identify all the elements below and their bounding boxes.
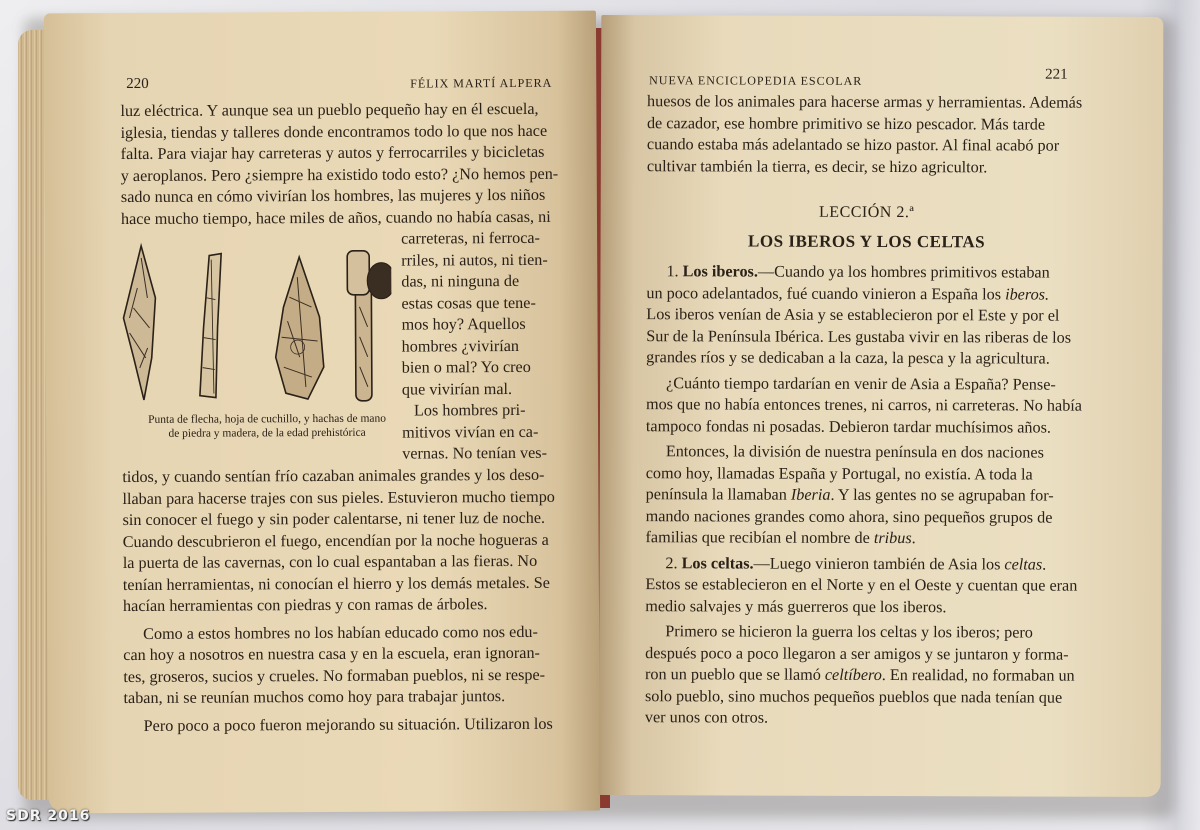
text-line: de cazador, ese hombre primitivo se hizo pescador. Más tarde <box>646 113 1046 134</box>
italic-term: tribus <box>873 528 912 548</box>
text-line <box>646 283 1086 306</box>
text-line: Estos se establecieron en el Norte y en el Oeste y cuentan que eran <box>645 575 1078 595</box>
text-line: Cuando descubrieron el fuego, encendían por la noche hogueras a <box>122 530 549 551</box>
wooden-axe-icon <box>347 251 392 401</box>
left-text-bottom <box>122 465 563 737</box>
text-line: sin conocer el fuego y sin poder calentarse, ni tener luz de noche. <box>122 508 546 530</box>
section-celtas-line <box>645 553 1085 576</box>
text-span: un poco adelantados, fué cuando vinieron a España los <box>646 283 1002 303</box>
text-line: Primero se hicieron la guerra los celtas y los iberos; pero <box>665 622 1033 642</box>
text-line: tes, groseros, sucios y crueles. No formaban pueblos, ni se respe- <box>123 665 546 686</box>
text-line: solo pueblo, sino muchos pequeños pueblos que nada tenían que <box>644 686 1063 707</box>
text-line: taban, ni se reunían muchos como hoy para trabajar juntos. <box>123 687 506 708</box>
text-span: península la llamaban <box>645 485 787 504</box>
italic-term: iberos. <box>1005 284 1050 304</box>
caption-line: de piedra y madera, de la edad prehistórica <box>168 426 366 440</box>
section-number: 1. <box>666 262 679 281</box>
text-line <box>645 664 1085 687</box>
italic-term: celtas <box>1004 554 1043 574</box>
text-line: estas cosas que tene- <box>401 293 536 313</box>
text-line: mos hoy? Aquellos <box>401 314 526 334</box>
text-span: —Luego vinieron también de Asia los <box>753 554 1001 573</box>
text-line: medio salvajes y más guerreros que los iberos. <box>645 596 947 616</box>
text-line: llaban para hacerse trajes con sus pieles. Estuvieron mucho tiempo <box>122 487 555 508</box>
text-line: Los iberos venían de Asia y se establecieron por el Este y por el <box>646 305 1060 325</box>
text-line: luz eléctrica. Y aunque sea un pueblo pequeño hay en él escuela, <box>120 99 539 121</box>
watermark-text: SDR 2016 <box>6 808 91 824</box>
right-running-head: NUEVA ENCICLOPEDIA ESCOLAR <box>649 73 863 88</box>
italic-term: Iberia <box>790 485 831 504</box>
section-heading: Los iberos. <box>682 262 758 281</box>
text-line: can hoy a nosotros en nuestra casa y en la escuela, eran ignoran- <box>123 643 540 665</box>
text-line: sado nunca en cómo vivirían los hombres, las mujeres y los niños <box>120 185 546 207</box>
text-span: ron un pueblo que se llamó <box>645 665 821 684</box>
text-span: . <box>1042 555 1047 574</box>
text-line: tampoco fondas ni posadas. Debieron tardar muchísimos años. <box>645 416 1052 437</box>
text-line: carreteras, ni ferroca- <box>401 228 540 248</box>
left-page-number: 220 <box>126 75 149 93</box>
text-line: y aeroplanos. Pero ¿siempre ha existido todo esto? ¿No hemos pen- <box>120 164 559 185</box>
prehistoric-tools-illustration <box>111 237 392 416</box>
text-line: hace mucho tiempo, hace miles de años, cuando no había casas, ni <box>120 207 551 228</box>
left-page <box>44 11 600 814</box>
text-line: grandes ríos y se dedicaban a la caza, la pesca y la agricultura. <box>646 348 1050 368</box>
italic-term: celtíbero <box>824 665 882 685</box>
text-line: que vivirían mal. <box>401 379 513 399</box>
lesson-title: LOS IBEROS Y LOS CELTAS <box>748 231 986 252</box>
text-span: . En realidad, no formaban un <box>881 666 1075 685</box>
text-line: ver unos con otros. <box>644 708 769 727</box>
text-line: mos que no había entonces trenes, ni carros, ni carreteras. No había <box>645 395 1083 415</box>
text-line: cuando estaba más adelantado se hizo pastor. Al final acabó por <box>646 135 1060 155</box>
caption-line: Punta de flecha, hoja de cuchillo, y hachas de mano <box>148 412 387 426</box>
text-span: . Y las gentes no se agrupaban for- <box>830 485 1054 505</box>
arrowhead-icon <box>123 246 156 400</box>
text-span: familias que recibían el nombre de <box>645 528 870 547</box>
text-line: ¿Cuánto tiempo tardarían en venir de Asia a España? Pense- <box>666 373 1056 394</box>
text-line: Como a estos hombres no los habían educado como nos edu- <box>143 622 538 643</box>
text-line: hacían herramientas con piedras y con ramas de árboles. <box>122 595 488 616</box>
text-line: tenían herramientas, ni conocían el hierro y los demás metales. Se <box>122 573 550 594</box>
text-line <box>646 527 1086 550</box>
text-line <box>646 484 1086 507</box>
section-iberos-line <box>646 261 1086 284</box>
text-line: Entonces, la división de nuestra península en dos naciones <box>665 442 1044 462</box>
text-line: tidos, y cuando sentían frío cazaban animales grandes y los deso- <box>122 465 545 487</box>
section-heading: Los celtas. <box>681 553 754 573</box>
text-line: Pero poco a poco fueron mejorando su situación. Utilizaron los <box>143 714 553 735</box>
text-line: la puerta de las cavernas, con lo cual espantaban a las fieras. No <box>122 551 538 573</box>
text-line: cultivar también la tierra, es decir, se hizo agricultor. <box>646 156 988 176</box>
text-line: iglesia, tiendas y talleres donde encontramos todo lo que nos hace <box>120 121 548 142</box>
hand-axe-icon <box>275 257 324 399</box>
text-line: después poco a poco llegaron a ser amigos y se juntaron y forma- <box>645 643 1069 664</box>
text-line: como hoy, llamadas España y Portugal, no existía. A toda la <box>645 463 1033 484</box>
text-line: falta. Para viajar hay carreteras y autos y ferrocarriles y bicicletas <box>120 142 545 164</box>
right-text <box>645 91 1087 730</box>
text-line: das, ni ninguna de <box>401 271 520 291</box>
lesson-label: LECCIÓN 2.ª <box>819 203 915 222</box>
figure-caption <box>134 412 400 441</box>
text-line: huesos de los animales para hacerse armas y herramientas. Además <box>647 92 1083 112</box>
text-line: Los hombres pri- <box>413 400 526 420</box>
section-number: 2. <box>665 553 678 572</box>
text-line: vernas. No tenían ves- <box>402 443 548 463</box>
text-line: rriles, ni autos, ni tien- <box>401 250 548 270</box>
right-page <box>599 15 1164 797</box>
left-text-beside-figure <box>401 228 566 465</box>
left-text-top <box>120 99 561 230</box>
left-running-head: FÉLIX MARTÍ ALPERA <box>410 75 553 91</box>
knife-blade-icon <box>199 254 222 398</box>
text-line: mitivos vivían en ca- <box>402 422 539 442</box>
text-line: bien o mal? Yo creo <box>401 357 531 377</box>
right-page-number: 221 <box>1045 66 1068 83</box>
text-line: mando naciones grandes como ahora, sino pequeños grupos de <box>645 506 1053 527</box>
text-span: —Cuando ya los hombres primitivos estaban <box>757 262 1050 282</box>
text-line: hombres ¿vivirían <box>401 336 520 356</box>
text-line: Sur de la Península Ibérica. Les gustaba vivir en las riberas de los <box>646 326 1072 347</box>
text-span: . <box>911 529 916 548</box>
